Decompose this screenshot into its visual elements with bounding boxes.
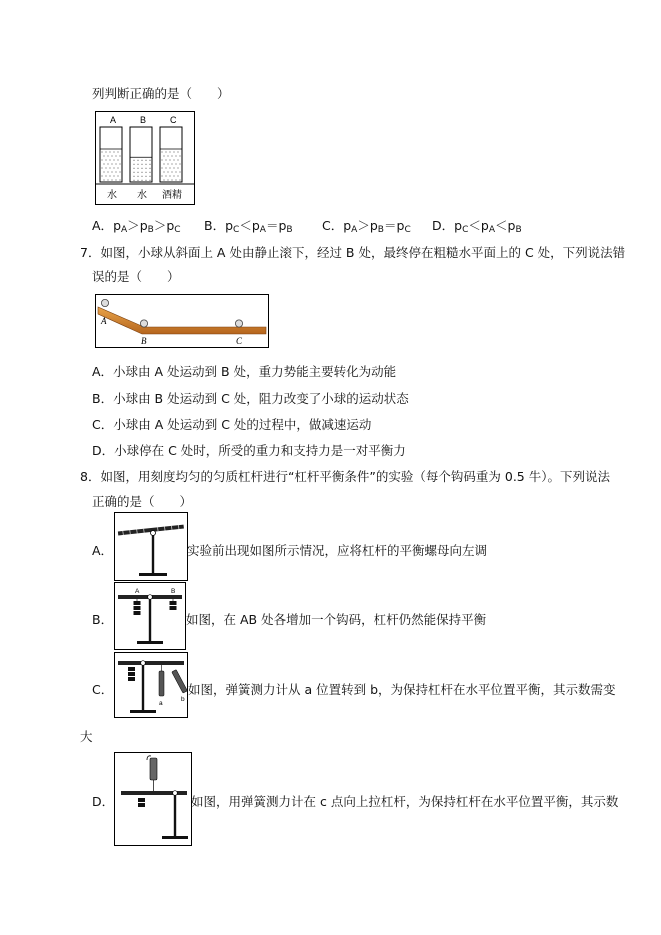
q6-option-part-letter: A．	[92, 218, 114, 233]
q6-option-part-s1: A	[351, 225, 358, 235]
lever-label-b: B	[171, 588, 176, 595]
q6-option-part-p3: p	[166, 218, 175, 233]
weight	[170, 606, 177, 610]
beaker-liquid-fill	[160, 149, 182, 182]
q8-stem-line1: 8．如图，用刻度均匀的匀质杠杆进行“杠杆平衡条件”的实验（每个钩码重为 0.5 牛）。下列说法	[80, 469, 610, 484]
q8-stem-line2: 正确的是（ ）	[92, 494, 193, 509]
weight	[128, 672, 135, 676]
beaker-label-a: A	[110, 115, 117, 125]
lever-bar	[118, 661, 184, 665]
q8-figure-b	[114, 582, 186, 650]
beaker-liquid-c: 酒精	[162, 190, 182, 201]
q6-option-part-op1: ＜	[468, 218, 481, 233]
q8-option-a-text: 实验前出现如图所示情况，应将杠杆的平衡螺母向左调	[187, 543, 488, 558]
beaker-label-c: C	[170, 115, 177, 125]
q6-figure-beakers	[95, 111, 195, 205]
q6-option-part-op1: ＞	[127, 218, 140, 233]
q6-option-part-s1: A	[121, 225, 128, 235]
q6-option-part-op2: ＝	[383, 218, 397, 233]
q7-option-a: A．小球由 A 处运动到 B 处，重力势能主要转化为动能	[92, 364, 397, 379]
q6-option-part-p3: p	[396, 218, 405, 233]
label-c: C	[236, 336, 243, 346]
q6-option-part-p2: p	[251, 218, 260, 233]
q6-option-part-letter: D．	[432, 218, 455, 233]
lever-base	[130, 710, 156, 713]
q7-stem-line1: 7．如图，小球从斜面上 A 处由静止滚下，经过 B 处，最终停在粗糙水平面上的 C 处，下列说法错	[80, 245, 626, 260]
q6-option-part-s1: C	[233, 225, 240, 235]
weight	[134, 611, 141, 615]
beaker-label-b: B	[140, 115, 147, 125]
ball-c	[235, 320, 242, 327]
weight	[134, 601, 141, 605]
q6-option-part-letter: B．	[204, 218, 226, 233]
weight	[128, 667, 135, 671]
q6-option-part-op2: ＝	[265, 218, 279, 233]
q6-option-part-s3: C	[404, 225, 411, 235]
q6-option-d	[432, 216, 522, 235]
lever-base	[139, 573, 167, 576]
beaker-liquid-fill	[130, 157, 152, 182]
q7-option-c: C．小球由 A 处运动到 C 处的过程中，做减速运动	[92, 417, 372, 432]
spring-scale-vertical	[159, 671, 164, 696]
weight	[138, 803, 145, 807]
q6-option-part-p1: p	[113, 218, 121, 233]
position-label-a: a	[159, 700, 163, 707]
spring-scale	[150, 758, 157, 780]
beaker-liquid-b: 水	[137, 190, 147, 201]
q6-option-part-p1: p	[225, 218, 234, 233]
q6-option-part-s1: C	[462, 225, 469, 235]
weight	[138, 798, 145, 802]
q6-option-part-p3: p	[507, 218, 516, 233]
q6-stem-tail: 列判断正确的是（ ）	[92, 86, 230, 101]
q8-figure-a	[114, 512, 188, 581]
q7-option-d: D．小球停在 C 处时，所受的重力和支持力是一对平衡力	[92, 443, 406, 458]
position-label-b: b	[181, 696, 185, 703]
q8-option-a-letter: A．	[92, 543, 114, 558]
lever-base	[162, 836, 188, 839]
ball-a	[101, 299, 108, 306]
ball-b	[140, 320, 147, 327]
q8-option-b-text: 如图，在 AB 处各增加一个钩码，杠杆仍然能保持平衡	[186, 612, 487, 627]
q7-stem-line2: 误的是（ ）	[92, 269, 180, 284]
q6-option-part-s3: B	[286, 225, 293, 235]
weight	[128, 677, 135, 681]
q8-figure-d	[114, 752, 192, 846]
q8-option-d-letter: D．	[92, 794, 115, 809]
q6-option-b	[204, 216, 293, 235]
label-b: B	[141, 336, 147, 346]
lever-label-a: A	[135, 588, 140, 595]
q6-option-part-op1: ＞	[357, 218, 370, 233]
q8-option-c-letter: C．	[92, 682, 114, 697]
spring-scale-tilted	[172, 670, 187, 694]
q6-option-part-p2: p	[369, 218, 378, 233]
q6-option-part-p1: p	[454, 218, 463, 233]
q8-option-c-wrap: 大	[80, 729, 93, 744]
q6-option-c	[322, 216, 411, 235]
q6-option-part-s3: B	[515, 225, 522, 235]
q8-option-c-text: 如图，弹簧测力计从 a 位置转到 b，为保持杠杆在水平位置平衡，其示数需变	[188, 682, 616, 697]
weight	[170, 601, 177, 605]
q6-option-part-s3: C	[174, 225, 181, 235]
q7-figure-incline	[95, 294, 269, 348]
beaker-liquid-a: 水	[107, 190, 117, 201]
q8-option-d-text: 如图，用弹簧测力计在 c 点向上拉杠杆，为保持杠杆在水平位置平衡，其示数	[191, 794, 619, 809]
q6-option-part-s2: A	[259, 225, 266, 235]
q6-option-part-op2: ＞	[153, 218, 167, 233]
q6-option-part-p1: p	[343, 218, 352, 233]
q8-figure-c	[114, 652, 188, 718]
q6-option-a	[92, 216, 181, 235]
beaker-diagram	[96, 112, 194, 204]
q6-option-part-s2: A	[488, 225, 495, 235]
q8-option-b-letter: B．	[92, 612, 114, 627]
q6-option-part-p3: p	[278, 218, 287, 233]
q6-option-part-op1: ＜	[239, 218, 252, 233]
q6-option-part-p2: p	[139, 218, 148, 233]
q6-option-part-op2: ＜	[495, 218, 508, 233]
q6-option-part-s2: B	[377, 225, 384, 235]
label-a: A	[101, 316, 107, 326]
q6-option-part-letter: C．	[322, 218, 344, 233]
q6-option-part-s2: B	[147, 225, 154, 235]
lever-base	[137, 641, 163, 644]
q6-option-part-p2: p	[480, 218, 489, 233]
beaker-liquid-fill	[100, 149, 122, 182]
weight	[134, 606, 141, 610]
q7-option-b: B．小球由 B 处运动到 C 处，阻力改变了小球的运动状态	[92, 391, 409, 406]
